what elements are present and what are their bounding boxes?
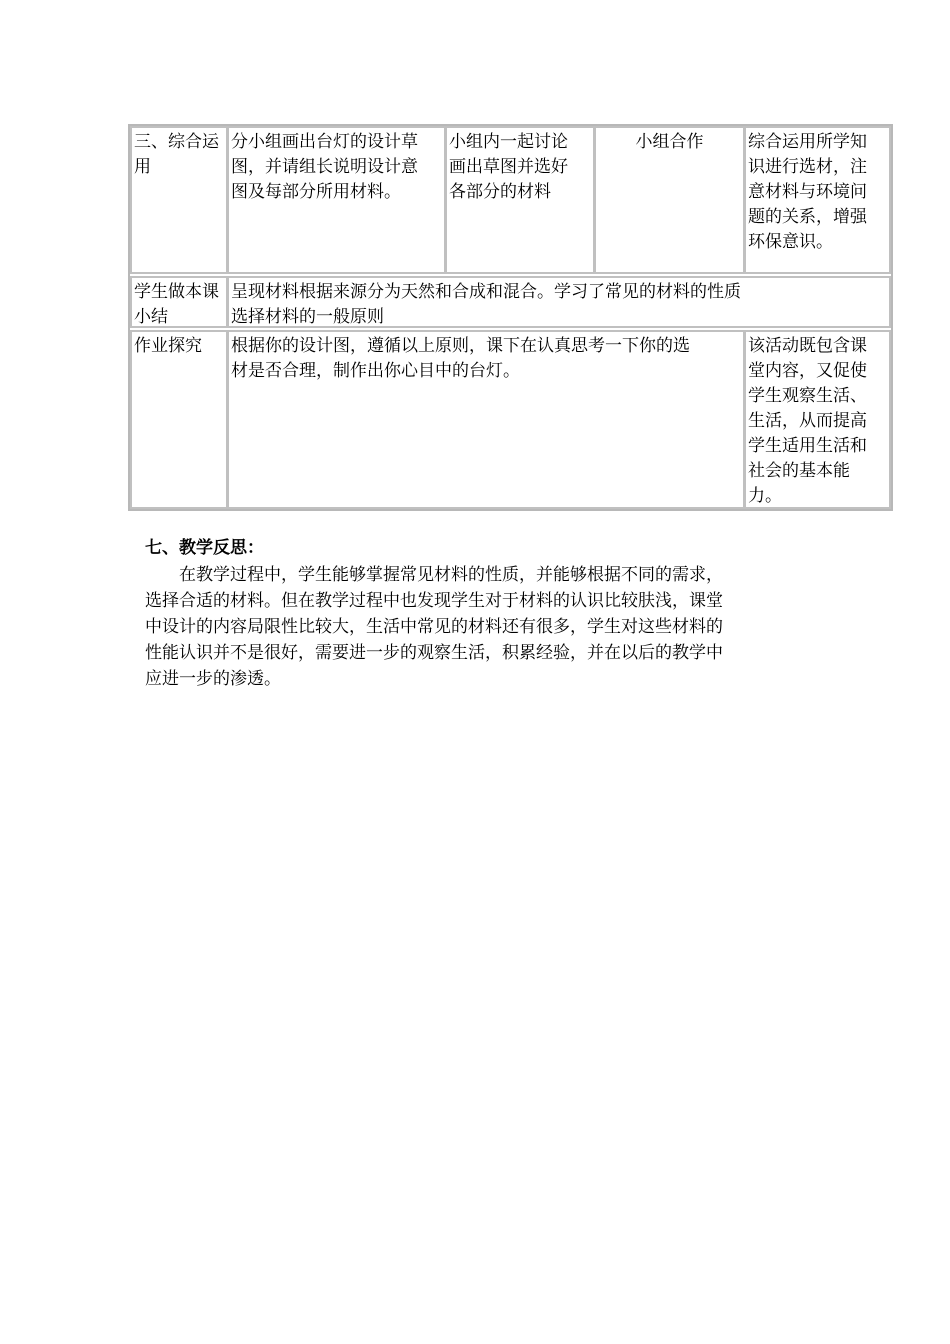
paragraph-line: 选择合适的材料。但在教学过程中也发现学生对于材料的认识比较肤浅，课堂 — [145, 591, 723, 611]
text-line: 意材料与环境问 — [748, 182, 867, 202]
text-line: 图，并请组长说明设计意 — [231, 157, 418, 177]
row2-stage-cell — [130, 276, 228, 328]
lesson-table — [128, 124, 893, 511]
paragraph-line: 性能认识并不是很好，需要进一步的观察生活，积累经验，并在以后的教学中 — [145, 643, 723, 663]
reflection-paragraph — [145, 562, 825, 692]
text-line: 呈现材料根据来源分为天然和合成和混合。学习了常见的材料的性质 — [231, 282, 741, 302]
paragraph-line: 在教学过程中，学生能够掌握常见材料的性质，并能够根据不同的需求， — [145, 565, 723, 585]
text-line: 环保意识。 — [748, 232, 833, 252]
row1-student-cell — [445, 126, 595, 274]
text-line: 综合运用所学知 — [748, 132, 867, 152]
text-line: 学生适用生活和 — [748, 436, 867, 456]
text-line: 小组内一起讨论 — [449, 132, 568, 152]
text-line: 学生观察生活、 — [748, 386, 867, 406]
text-line: 分小组画出台灯的设计草 — [231, 132, 418, 152]
text-line: 该活动既包含课 — [748, 336, 867, 356]
row1-teacher-cell — [227, 126, 446, 274]
text-line: 画出草图并选好 — [449, 157, 568, 177]
paragraph-line: 中设计的内容局限性比较大，生活中常见的材料还有很多，学生对这些材料的 — [145, 617, 723, 637]
row3-content-cell — [227, 330, 745, 509]
text-line: 选择材料的一般原则 — [231, 307, 384, 327]
text-line: 识进行选材，注 — [748, 157, 867, 177]
row3-intent-cell — [744, 330, 891, 509]
text-line: 三、综合运 — [134, 132, 219, 152]
paragraph-line: 应进一步的渗透。 — [145, 669, 281, 689]
row1-stage-cell — [130, 126, 228, 274]
reflection-heading: 七、教学反思： — [145, 538, 264, 558]
text-line: 各部分的材料 — [449, 182, 551, 202]
text-line: 社会的基本能 — [748, 461, 850, 481]
text-line: 图及每部分所用材料。 — [231, 182, 401, 202]
text-line: 材是否合理，制作出你心目中的台灯。 — [231, 361, 520, 381]
text-line: 生活，从而提高 — [748, 411, 867, 431]
row2-content-cell — [227, 276, 891, 328]
text-line: 用 — [134, 157, 151, 177]
row3-stage-cell — [130, 330, 228, 509]
text-line: 堂内容，又促使 — [748, 361, 867, 381]
text-line: 作业探究 — [134, 336, 202, 356]
text-line: 题的关系，增强 — [748, 207, 867, 227]
text-line: 学生做本课 — [134, 282, 219, 302]
text-line: 力。 — [748, 486, 782, 506]
row1-intent-cell — [744, 126, 891, 274]
text-line: 小组合作 — [635, 132, 704, 152]
text-line: 根据你的设计图，遵循以上原则，课下在认真思考一下你的选 — [231, 336, 690, 356]
text-line: 小结 — [134, 307, 168, 327]
row1-method-cell — [594, 126, 745, 274]
